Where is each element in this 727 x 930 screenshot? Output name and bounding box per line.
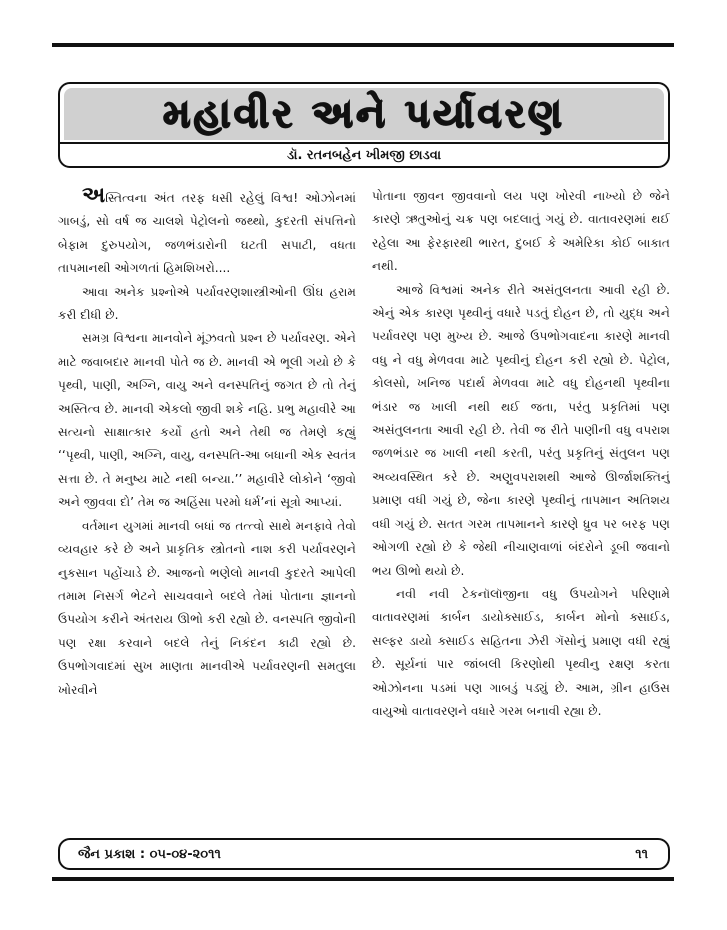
bottom-rule [52,877,674,881]
paragraph [58,185,356,281]
paragraph-text: સ્તિત્વના અંત તરફ ધસી રહેલું વિશ્વ! ઓઝોનમાં ગાબડું, સો વર્ષ જ ચાલશે પેટ્રોલનો જથ્થો, કુદરતી સંપત્તિનો બેફામ દુરુપયોગ, જળભંડારોની ઘટતી સપાટી, વધતા તાપમાનથી ઓગળતાં હિમશિખરો.... [58,191,356,276]
title-box [58,82,670,168]
page-number: ૧૧ [635,846,648,862]
drop-cap: અ [82,185,106,208]
left-column [58,185,356,825]
paragraph: વર્તમાન યુગમાં માનવી બધાં જ તત્ત્વો સાથે મનફાવે તેવો વ્યવહાર કરે છે અને પ્રાકૃતિક સ્ત્રોતનો નાશ કરી પર્યાવરણને નુકસાન પહોંચાડે છે. આજનો ભણેલો માનવી કુદરતે આપેલી તમામ નિસર્ગ ભેટને સાચવવાને બદલે તેમાં પોતાના જ્ઞાનનો ઉપયોગ કરીને અંતરાય ઊભો કરી રહ્યો છે. વનસ્પતિ જીવોની પણ રક્ષા કરવાને બદલે તેનું નિકંદન કાઢી રહ્યો છે. ઉપભોગવાદમાં સુખ માણતા માનવીએ પર્યાવરણની સમતુલા ખોરવીને [58,518,356,697]
article-title: મહાવીર અને પર્યાવરણ [162,91,566,137]
paragraph: પોતાના જીવન જીવવાનો લય પણ ખોરવી નાખ્યો છે જેને કારણે ઋતુઓનું ચક્ર પણ બદલાતું ગયું છે. વાતાવરણમાં થઈ રહેલા આ ફેરફારથી ભારત, દુબઈ કે અમેરિકા કોઈ બાકાત નથી. [372,189,670,274]
author-byline: ડૉ. રતનબહેન ખીમજી છાડવા [286,147,442,163]
title-band [64,88,664,140]
paragraph: નવી નવી ટેકનૉલૉજીના વધુ ઉપયોગને પરિણામે વાતાવરણમાં કાર્બન ડાયોક્સાઈડ, કાર્બન મોનો ક્સાઈડ, સલ્ફર ડાયો ક્સાઈડ સહિતના ઝેરી ગૅસોનું પ્રમાણ વધી રહ્યું છે. સૂર્યનાં પાર જાંબલી કિરણોથી પૃથ્વીનુ રક્ષણ કરતા ઓઝોનના પડમાં પણ ગાબડું પડ્યું છે. આમ, ગ્રીન હાઉસ વાયુઓ વાતાવરણને વધારે ગરમ બનાવી રહ્યા છે. [372,586,670,718]
footer-publication: જૈન પ્રકાશ : ૦૫-૦૪-૨૦૧૧ [78,846,221,862]
footer-box [58,838,670,870]
top-rule [52,43,674,47]
right-column [372,185,670,825]
paragraph: સમગ્ર વિશ્વના માનવોને મૂંઝવતો પ્રશ્ન છે પર્યાવરણ. એને માટે જવાબદાર માનવી પોતે જ છે. માનવી એ ભૂલી ગયો છે કે પૃથ્વી, પાણી, અગ્નિ, વાયુ અને વનસ્પતિનું જગત છે તો તેનું અસ્તિત્વ છે. માનવી એકલો જીવી શકે નહિ. પ્રભુ મહાવીરે આ સત્યનો સાક્ષાત્કાર કર્યો હતો અને તેથી જ તેમણે કહ્યું ‘‘પૃથ્વી, પાણી, અગ્નિ, વાયુ, વનસ્પતિ-આ બધાની એક સ્વતંત્ર સત્તા છે. તે મનુષ્ય માટે નથી બન્યા.’’ મહાવીરે લોકોને ‘જીવો અને જીવવા દો’ તેમ જ અહિંસા પરમો ધર્મ’નાં સૂત્રો આપ્યાં. [58,331,356,510]
title-divider [60,142,668,144]
paragraph: આજે વિશ્વમાં અનેક રીતે અસંતુલનતા આવી રહી છે. એનું એક કારણ પૃથ્વીનું વધારે પડતું દોહન છે, તો યુદ્ધ અને પર્યાવરણ પણ મુખ્ય છે. આજે ઉપભોગવાદના કારણે માનવી વધુ ને વધુ મેળવવા માટે પૃથ્વીનું દોહન કરી રહ્યો છે. પેટ્રોલ, કોલસો, ખનિજ પદાર્થ મેળવવા માટે વધુ દોહનથી પૃથ્વીના ભંડાર જ ખાલી નથી થઈ જતા, પરંતુ પ્રકૃતિમાં પણ અસંતુલનતા આવી રહી છે. તેવી જ રીતે પાણીની વધુ વપરાશ જળભંડાર જ ખાલી નથી કરતી, પરંતુ પ્રકૃતિનું સંતુલન પણ અવ્યવસ્થિત કરે છે. અણુવપરાશથી આજે ઊર્જાશક્તિનું પ્રમાણ વધી ગયું છે, જેના કારણે પૃથ્વીનું તાપમાન અતિશય વધી ગયું છે. સતત ગરમ તાપમાનને કારણે ધ્રુવ પર બરફ પણ ઓગળી રહ્યો છે કે જેથી નીચાણવાળાં બંદરોને ડૂબી જવાનો ભય ઊભો થયો છે. [372,282,670,578]
paragraph: આવા અનેક પ્રશ્નોએ પર્યાવરણશાસ્ત્રીઓની ઊંઘ હરામ કરી દીધી છે. [58,284,356,323]
